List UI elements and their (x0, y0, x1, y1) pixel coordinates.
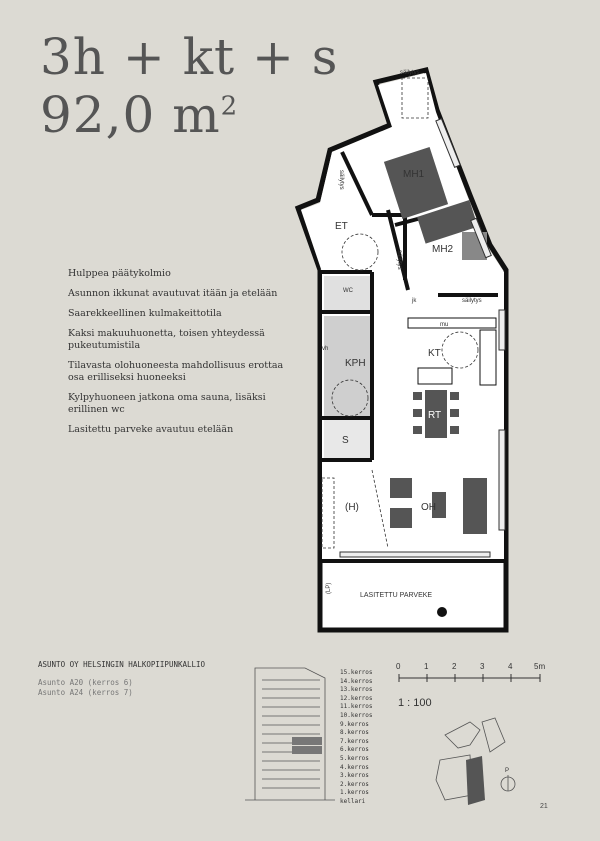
area-value: 92,0 m (40, 86, 221, 144)
label-mu: mu (440, 322, 449, 328)
area-unit-sup: 2 (220, 91, 239, 122)
room-label-s: S (342, 435, 349, 446)
feature-item: Kylpyhuoneen jatkona oma sauna, lisäksi erillinen wc (68, 392, 266, 415)
room-label-wc: WC (343, 288, 353, 294)
floor-label: 4.kerros (340, 763, 369, 771)
floor-label: 1.kerros (340, 789, 369, 797)
storage-label-et: säilytys (338, 170, 344, 190)
storage-label-mh2: säilytys (396, 250, 402, 270)
floor-label: 6.kerros (340, 746, 369, 754)
scale-tick-label: 3 (480, 662, 485, 671)
floor-label: 12.kerros (340, 694, 373, 702)
apartment-type-title: 3h + kt + s (40, 28, 339, 86)
room-label-et: ET (335, 221, 348, 232)
page-number: 21 (540, 803, 548, 810)
scale-tick-label: 5m (534, 662, 546, 671)
floor-label: 15.kerros (340, 669, 373, 676)
feature-item: Saarekkeellinen kulmakeittotila (68, 308, 222, 319)
room-label-mh1: MH1 (403, 169, 425, 180)
label-lp: (LP) (326, 582, 332, 594)
room-label-kph: KPH (345, 358, 366, 369)
scale-tick-label: 1 (424, 662, 429, 671)
feature-item: Hulppea päätykolmio (68, 268, 171, 279)
company-name: ASUNTO OY HELSINGIN HALKOPIIPUNKALLIO (38, 660, 206, 669)
floor-label: 3.kerros (340, 772, 369, 780)
room-label-h: (H) (345, 502, 359, 513)
floor-label: 9.kerros (340, 720, 369, 728)
feature-item: Lasitettu parveke avautuu etelään (68, 424, 234, 435)
floor-label: 14.kerros (340, 677, 373, 685)
floor-label: 8.kerros (340, 729, 369, 737)
floor-label: 13.kerros (340, 686, 373, 694)
storage-label-kt: säilytys (462, 298, 482, 304)
floor-label: kellari (340, 797, 366, 805)
scale-tick-label: 2 (452, 662, 457, 671)
label-vh: vh (322, 346, 329, 352)
floor-label: 5.kerros (340, 754, 369, 762)
scale-tick-label: 4 (508, 662, 513, 671)
feature-item: Asunnon ikkunat avautuvat itään ja etelään (68, 288, 278, 299)
floor-label: 10.kerros (340, 711, 373, 719)
room-label-kt: KT (428, 348, 441, 359)
feature-item: Tilavasta olohuoneesta mahdollisuus erottaa osa erilliseksi huoneeksi (68, 360, 284, 383)
storage-label-top: säilytys (400, 70, 420, 76)
room-label-mh2: MH2 (432, 244, 454, 255)
label-jk: jk (412, 298, 417, 304)
unit-item: Asunto A20 (kerros 6) (38, 678, 133, 687)
scale-tick-label: 0 (396, 662, 401, 671)
room-label-oh: OH (421, 502, 436, 513)
floor-label: 11.kerros (340, 703, 373, 711)
floor-label: 2.kerros (340, 780, 369, 788)
unit-item: Asunto A24 (kerros 7) (38, 688, 133, 697)
room-label-rt: RT (428, 410, 442, 421)
room-label-balcony: LASITETTU PARVEKE (360, 592, 433, 599)
scale-ratio: 1 : 100 (398, 697, 432, 709)
feature-item: Kaksi makuuhuonetta, toisen yhteydessä pukeutumistila (68, 328, 265, 351)
compass-label: P (505, 768, 510, 774)
floor-label: 7.kerros (340, 737, 369, 745)
